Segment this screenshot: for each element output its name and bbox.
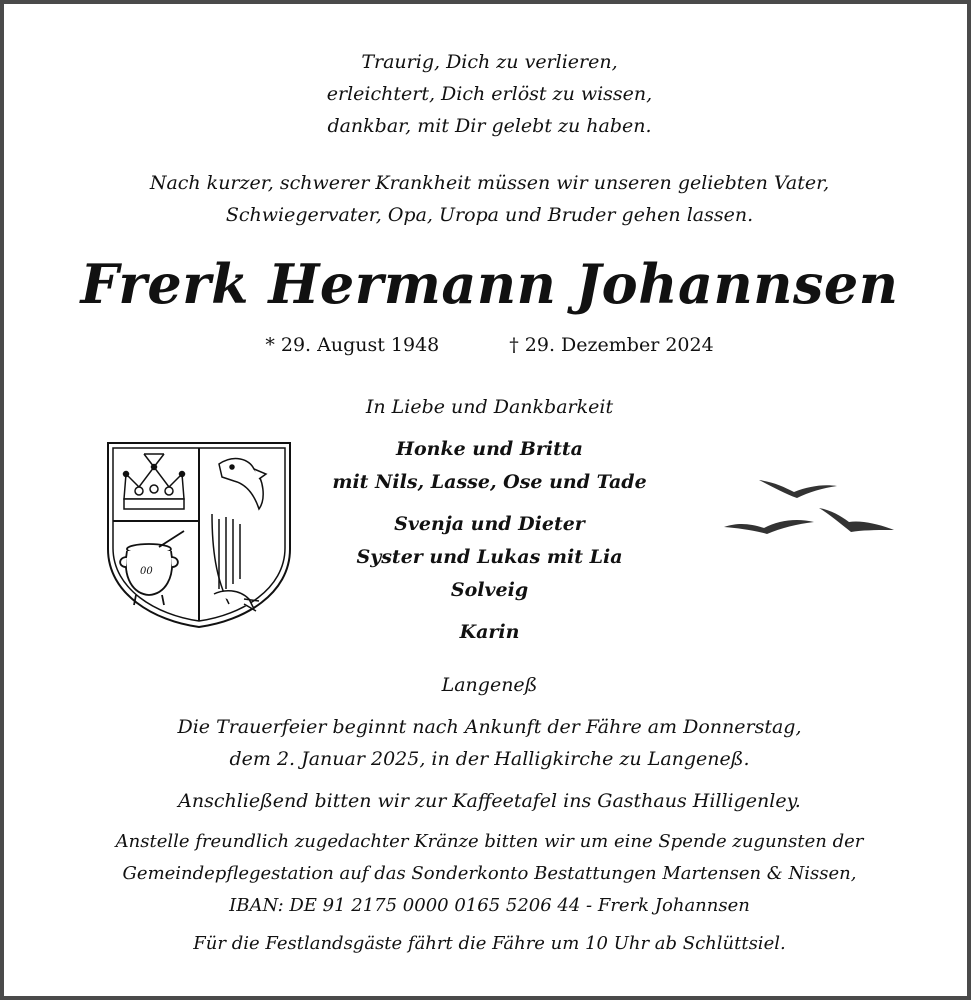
family-line: Karin [459, 621, 520, 643]
donation-line: Anstelle freundlich zugedachter Kränze bitten wir um eine Spende zugunsten der [115, 831, 864, 852]
reception-info: Anschließend bitten wir zur Kaffeetafel ins Gasthaus Hilligenley. [178, 790, 801, 812]
death-date: † 29. Dezember 2024 [509, 334, 714, 356]
birth-date: * 29. August 1948 [265, 334, 440, 356]
family-line: mit Nils, Lasse, Ose und Tade [332, 471, 647, 493]
family-line: Syster und Lukas mit Lia [356, 546, 623, 568]
place: Langeneß [441, 674, 538, 696]
flying-birds-icon [719, 472, 899, 542]
family-line: Solveig [450, 579, 529, 601]
donation-line: IBAN: DE 91 2175 0000 0165 5206 44 - Frerk Johannsen [229, 895, 750, 916]
intro-line: Schwiegervater, Opa, Uropa und Bruder gehen lassen. [225, 204, 754, 226]
service-line: Die Trauerfeier beginnt nach Ankunft der Fähre am Donnerstag, [177, 716, 802, 738]
service-line: dem 2. Januar 2025, in der Halligkirche zu Langeneß. [229, 748, 750, 770]
deceased-name: Frerk Hermann Johannsen [80, 252, 899, 316]
svg-text:00: 00 [140, 566, 153, 577]
poem-line: dankbar, mit Dir gelebt zu haben. [327, 115, 652, 137]
coat-of-arms-icon [104, 439, 294, 629]
life-dates [4, 334, 971, 356]
family-line: Svenja und Dieter [394, 513, 585, 535]
poem-line: Traurig, Dich zu verlieren, [361, 51, 618, 73]
family-line: Honke und Britta [396, 438, 583, 460]
intro-line: Nach kurzer, schwerer Krankheit müssen wir unseren geliebten Vater, [149, 172, 830, 194]
donation-line: Gemeindepflegestation auf das Sonderkonto Bestattungen Martensen & Nissen, [122, 863, 857, 884]
love-line: In Liebe und Dankbarkeit [365, 396, 614, 418]
poem-line: erleichtert, Dich erlöst zu wissen, [326, 83, 653, 105]
ferry-info: Für die Festlandsgäste fährt die Fähre um 10 Uhr ab Schlüttsiel. [193, 933, 786, 954]
